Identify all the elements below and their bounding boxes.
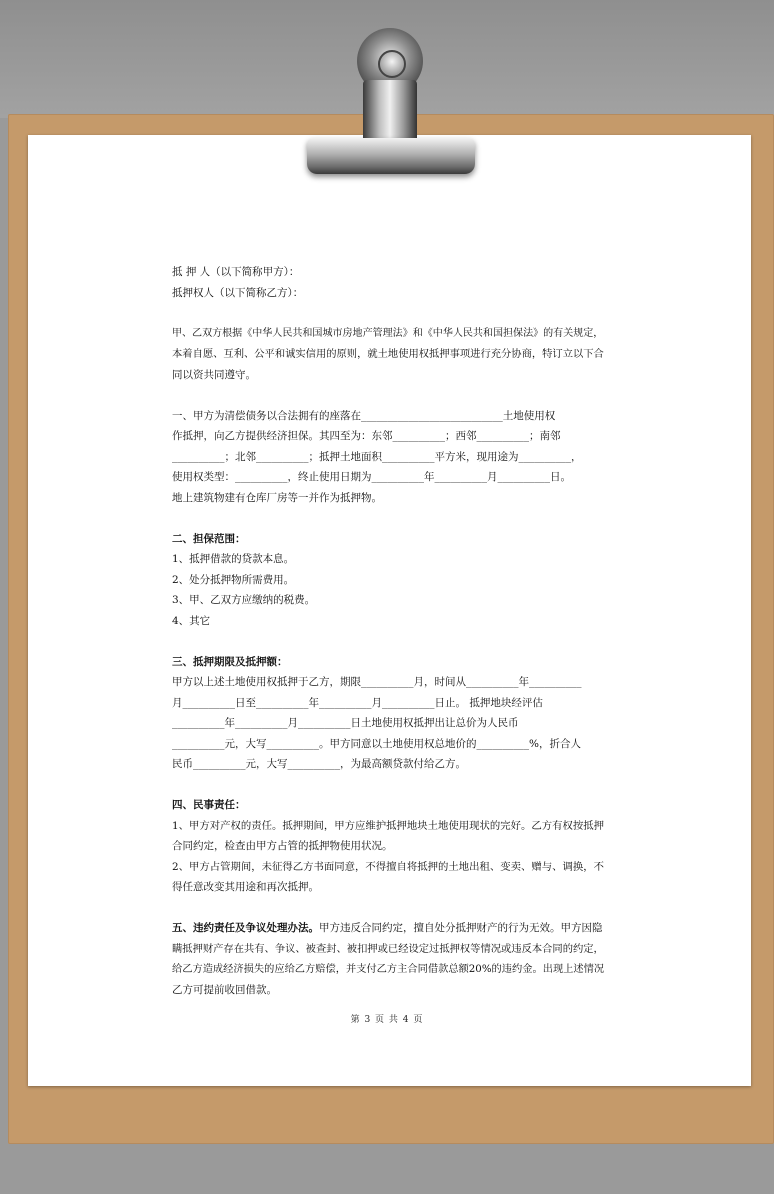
- text-line: __________元，大写__________。甲方同意以土地使用权总地价的__________%，折合人: [172, 737, 581, 750]
- blank-line: [172, 303, 604, 324]
- text-line: 2、处分抵押物所需费用。: [172, 573, 295, 586]
- text-line: 本着自愿、互利、公平和诚实信用的原则，就土地使用权抵押事项进行充分协商，特订立以下合: [172, 348, 604, 360]
- blank-line: [172, 508, 604, 529]
- text-line: 地上建筑物建有仓库厂房等一并作为抵押物。: [172, 491, 382, 504]
- section-heading: 三、抵押期限及抵押额：: [172, 655, 288, 668]
- section-heading: 四、民事责任：: [172, 799, 246, 811]
- text-line: 抵 押 人（以下简称甲方）：: [172, 266, 300, 278]
- blank-line: [172, 898, 604, 919]
- text-line: __________；北邻__________；抵押土地面积__________平方米，现用途为__________，: [172, 450, 582, 463]
- section-heading: 二、担保范围：: [172, 532, 246, 545]
- blank-line: [172, 385, 604, 406]
- text-line: 甲、乙双方根据《中华人民共和国城市房地产管理法》和《中华人民共和国担保法》的有关规定，: [172, 327, 604, 339]
- binder-clip-base: [307, 138, 475, 174]
- text-line: 五、违约责任及争议处理办法。甲方违反合同约定，擅自处分抵押财产的行为无效。甲方因隐: [172, 922, 603, 934]
- text-line: 得任意改变其用途和再次抵押。: [172, 881, 319, 893]
- binder-clip-hole: [378, 50, 406, 78]
- section-heading-inline: 五、违约责任及争议处理办法。: [172, 922, 319, 934]
- text-line: 甲方以上述土地使用权抵押于乙方，期限__________月，时间从__________年__________: [172, 676, 582, 688]
- text-line: 4、其它: [172, 614, 211, 627]
- text-line: 民币__________元，大写__________，为最高额贷款付给乙方。: [172, 758, 466, 770]
- text-line: 2、甲方占管期间，未征得乙方书面同意，不得擅自将抵押的土地出租、变卖、赠与、调换，不: [172, 860, 604, 873]
- text-line: 瞒抵押财产存在共有、争议、被查封、被扣押或已经设定过抵押权等情况或违反本合同的约定，: [172, 942, 604, 955]
- text-line: 抵押权人（以下简称乙方）：: [172, 286, 304, 299]
- text-line: __________年__________月__________日土地使用权抵押出让总价为人民币: [172, 717, 519, 729]
- text-line: 月__________日至__________年__________月__________日止。 抵押地块经评估: [172, 696, 543, 709]
- text-line: 使用权类型：__________，终止使用日期为__________年__________月__________日。: [172, 471, 571, 483]
- text-line: 作抵押，向乙方提供经济担保。其四至为：东邻__________；西邻__________；南邻: [172, 430, 561, 442]
- text-line: 一、甲方为清偿债务以合法拥有的座落在___________________________土地使用权: [172, 409, 556, 422]
- blank-line: [172, 775, 604, 796]
- text-line: 合同约定，检查由甲方占管的抵押物使用状况。: [172, 840, 393, 852]
- text-line: 1、甲方对产权的责任。抵押期间，甲方应维护抵押地块土地使用现状的完好。乙方有权按抵押: [172, 819, 604, 832]
- binder-clip-lever: [363, 80, 417, 140]
- text-line: 同以资共同遵守。: [172, 368, 256, 381]
- text-line: 1、抵押借款的贷款本息。: [172, 553, 295, 565]
- contract-text: [172, 262, 604, 1000]
- text-line: 乙方可提前收回借款。: [172, 983, 277, 996]
- blank-line: [172, 631, 604, 652]
- page-number: 第 3 页 共 4 页: [350, 1015, 424, 1025]
- text-line: 给乙方造成经济损失的应给乙方赔偿，并支付乙方主合同借款总额20%的违约金。出现上述情况: [172, 963, 605, 975]
- text-line: 3、甲、乙双方应缴纳的税费。: [172, 594, 316, 606]
